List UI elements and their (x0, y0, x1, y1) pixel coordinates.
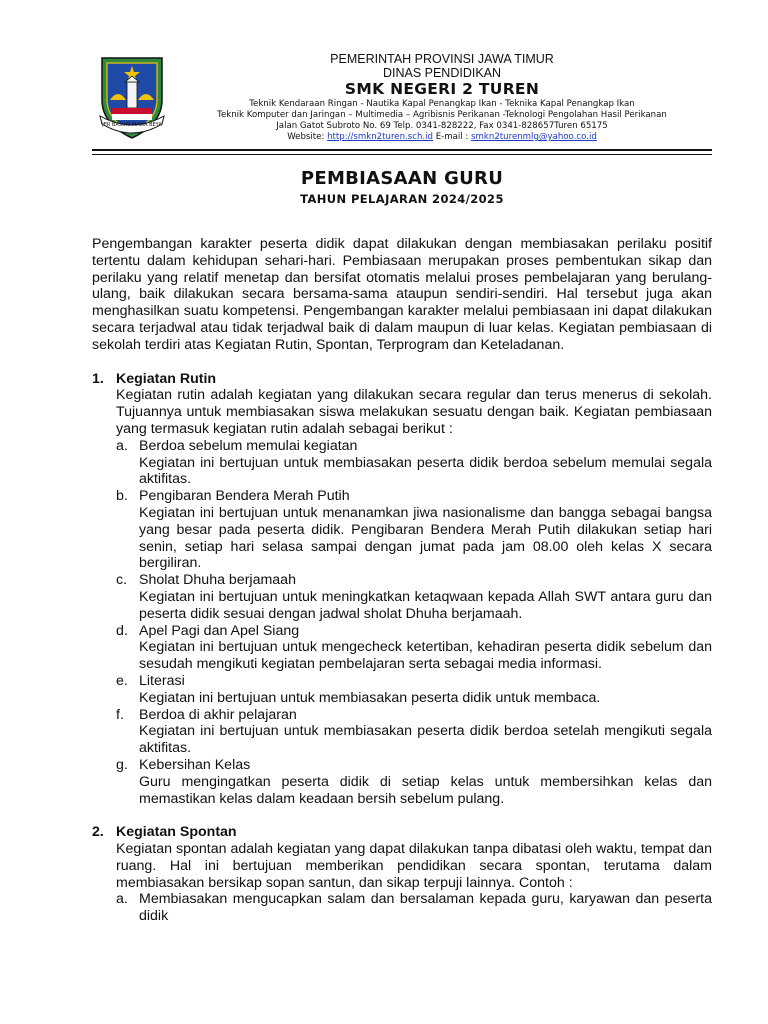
section-text: Kegiatan spontan adalah kegiatan yang dapat dilakukan tanpa dibatasi oleh waktu, tempat dan ruang. Hal ini bertujuan memberikan pendidikan secara spontan, terutama dalam membiasakan bersikap sopan santun, dan sikap terpuji lainnya. Contoh : (116, 841, 712, 891)
section-kegiatan-rutin (92, 371, 712, 808)
list-item (116, 572, 712, 622)
item-letter: f. (116, 706, 124, 723)
jawa-timur-crest-icon (96, 54, 168, 140)
programs-line-1: Teknik Kendaraan Ringan - Nautika Kapal Penangkap Ikan - Teknika Kapal Penangkap Ikan (249, 99, 635, 109)
list-item (116, 623, 712, 673)
list-item (116, 757, 712, 807)
item-title: Berdoa sebelum memulai kegiatan (139, 437, 358, 454)
item-letter: d. (116, 622, 128, 639)
website-label: Website: (287, 132, 328, 142)
item-letter: e. (116, 672, 128, 689)
item-description: Guru mengingatkan peserta didik di setiap kelas untuk membersihkan kelas dan memastikan kelas dalam keadaan bersih sebelum pulang. (139, 773, 712, 807)
letterhead (92, 48, 712, 150)
item-letter: a. (116, 437, 128, 454)
item-description: Kegiatan ini bertujuan untuk membiasakan peserta didik untuk membaca. (139, 689, 601, 706)
section-text: Kegiatan rutin adalah kegiatan yang dilakukan secara regular dan terus menerus di sekolah. Tujuannya untuk membiasakan siswa melakukan sesuatu dengan baik. Kegiatan pembiasaan yang termasuk kegiatan rutin adalah sebagai berikut : (116, 387, 712, 437)
item-letter: b. (116, 488, 128, 505)
document-body (92, 236, 712, 925)
item-description: Kegiatan ini bertujuan untuk mengecheck ketertiban, kehadiran peserta didik sebelum dan sesudah mengikuti kegiatan pembelajaran serta sebagai media informasi. (139, 639, 712, 673)
address-line: Jalan Gatot Subroto No. 69 Telp. 0341-828222, Fax 0341-828657Turen 65175 (276, 121, 608, 131)
activity-list (116, 438, 712, 808)
item-description: Kegiatan ini bertujuan untuk meningkatkan ketaqwaan kepada Allah SWT antara guru dan peserta didik sesuai dengan jadwal sholat Dhuha berjamaah. (139, 588, 712, 622)
section-kegiatan-spontan (92, 824, 712, 925)
email-label: E-mail : (433, 132, 472, 142)
item-letter: g. (116, 756, 128, 773)
intro-paragraph: Pengembangan karakter peserta didik dapat dilakukan dengan membiasakan perilaku positif tertentu dalam kehidupan sehari-hari. Pembiasaan merupakan proses pembentukan sikap dan perilaku yang relatif menetap dan bersifat otomatis melalui proses pembelajaran yang berulang-ulang, baik dilakukan secara bersama-sama ataupun sendiri-sendiri. Hal tersebut juga akan menghasilkan suatu kompetensi. Pengembangan karakter melalui pembiasaan ini dapat dilakukan secara terjadwal atau tidak terjadwal baik di dalam maupun di luar kelas. Kegiatan pembiasaan di sekolah terdiri atas Kegiatan Rutin, Spontan, Terprogram dan Keteladanan. (92, 236, 712, 353)
government-name: PEMERINTAH PROVINSI JAWA TIMUR (330, 52, 554, 66)
item-letter: a. (116, 891, 128, 908)
list-item (116, 438, 712, 488)
department-name: DINAS PENDIDIKAN (382, 66, 502, 80)
letterhead-text (172, 52, 712, 143)
email-link[interactable]: smkn2turenmlg@yahoo.co.id (471, 132, 597, 142)
item-title: Membiasakan mengucapkan salam dan bersalaman kepada guru, karyawan dan peserta didik (139, 891, 712, 925)
website-link[interactable]: http://smkn2turen.sch.id (327, 132, 433, 142)
letterhead-divider-thin (92, 154, 712, 155)
item-title: Literasi (139, 672, 185, 689)
section-number: 1. (92, 370, 104, 387)
item-title: Sholat Dhuha berjamaah (139, 572, 296, 589)
item-title: Berdoa di akhir pelajaran (139, 706, 297, 723)
item-description: Kegiatan ini bertujuan untuk menanamkan jiwa nasionalisme dan bangga sebagai bangsa yang besar pada peserta didik. Pengibaran Bendera Merah Putih dilakukan setiap hari senin, setiap hari selasa sampai dengan jumat pada jam 08.00 oleh kelas X secara bergiliran. (139, 504, 712, 572)
school-name: SMK NEGERI 2 TUREN (344, 80, 540, 98)
section-number: 2. (92, 824, 104, 841)
programs-line-2: Teknik Komputer dan Jaringan – Multimedia – Agribisnis Perikanan -Teknologi Pengolahan Hasil Perikanan (217, 110, 667, 120)
activity-list (116, 891, 712, 925)
list-item (116, 673, 712, 707)
item-title: Kebersihan Kelas (139, 756, 251, 773)
document-title: PEMBIASAAN GURU (300, 168, 504, 189)
letterhead-divider-thick (92, 149, 712, 151)
item-description: Kegiatan ini bertujuan untuk membiasakan peserta didik berdoa sebelum memulai segala aktifitas. (139, 454, 712, 488)
section-title: Kegiatan Spontan (116, 824, 237, 841)
item-letter: c. (116, 572, 128, 589)
list-item (116, 707, 712, 757)
item-title: Pengibaran Bendera Merah Putih (139, 488, 350, 505)
list-item (116, 488, 712, 572)
section-title: Kegiatan Rutin (116, 370, 217, 387)
contact-line (172, 132, 712, 143)
document-subtitle: TAHUN PELAJARAN 2024/2025 (300, 192, 504, 206)
item-title: Apel Pagi dan Apel Siang (139, 622, 300, 639)
svg-text:JER BASUKI MAWA BEYA: JER BASUKI MAWA BEYA (102, 122, 162, 128)
list-item (116, 891, 712, 925)
item-description: Kegiatan ini bertujuan untuk membiasakan peserta didik berdoa setelah mengikuti segala aktifitas. (139, 723, 712, 757)
